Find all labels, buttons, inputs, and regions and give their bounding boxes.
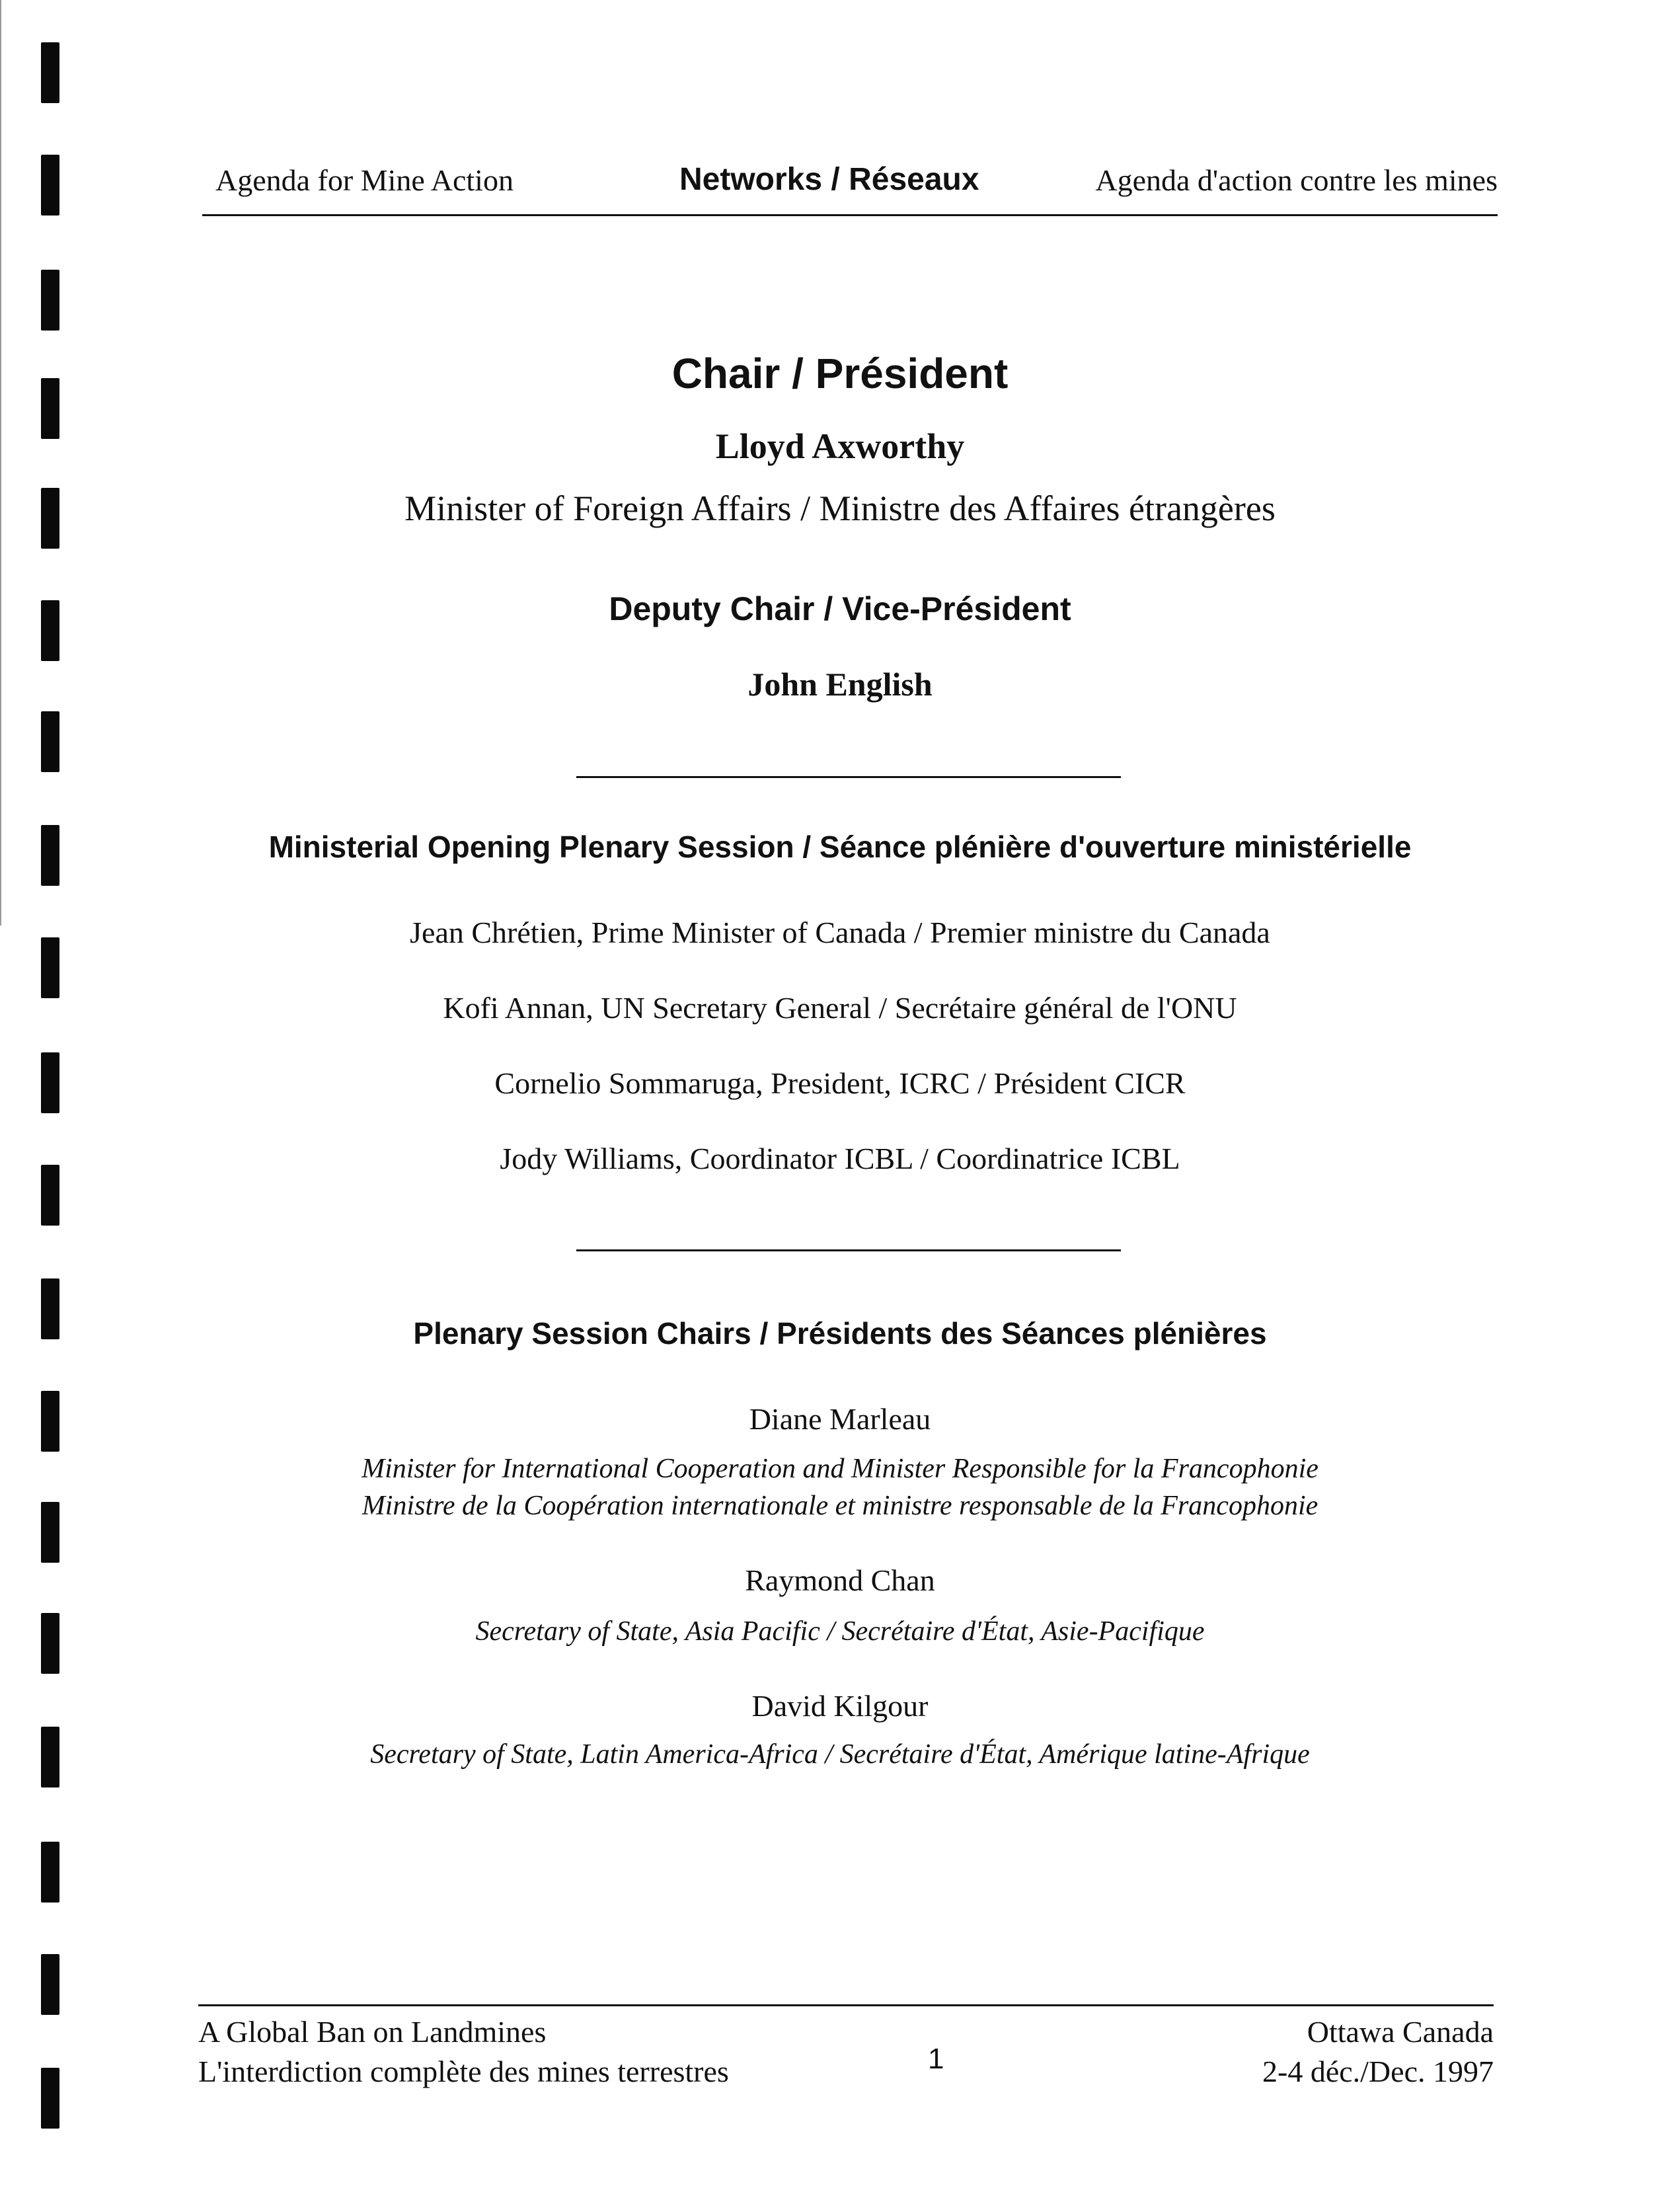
header-rule — [202, 214, 1498, 216]
plenary-chair-name: Diane Marleau — [749, 1402, 931, 1436]
chair-heading: Chair / Président — [671, 350, 1009, 397]
footer-left-line: A Global Ban on Landmines — [198, 2015, 547, 2049]
plenary-chair-role: Minister for International Cooperation and Minister Responsible for la Francophonie — [362, 1454, 1318, 1484]
page-number: 1 — [928, 2043, 944, 2075]
footer-left-line: L'interdiction complète des mines terrestres — [198, 2055, 729, 2088]
section-divider — [576, 1249, 1121, 1251]
binding-mark — [41, 2068, 59, 2129]
chair-title: Minister of Foreign Affairs / Ministre des Affaires étrangères — [404, 489, 1276, 528]
section-divider — [576, 776, 1121, 778]
header-right-text: Agenda d'action contre les mines — [1095, 163, 1498, 197]
plenary-chairs-heading: Plenary Session Chairs / Présidents des Séances plénières — [413, 1316, 1267, 1351]
footer-right-line: Ottawa Canada — [1307, 2015, 1494, 2049]
plenary-chair-role: Ministre de la Coopération internationale et ministre responsable de la Francophonie — [362, 1491, 1318, 1521]
binding-mark — [41, 711, 59, 772]
binding-mark — [41, 1954, 59, 2015]
opening-speaker: Kofi Annan, UN Secretary General / Secrétaire général de l'ONU — [443, 991, 1237, 1025]
plenary-chair-role: Secretary of State, Asia Pacific / Secrétaire d'État, Asie-Pacifique — [475, 1616, 1205, 1647]
header-left-text: Agenda for Mine Action — [215, 163, 514, 197]
opening-speaker: Jody Williams, Coordinator ICBL / Coordinatrice ICBL — [500, 1142, 1180, 1175]
binding-mark — [41, 42, 59, 103]
opening-speaker: Jean Chrétien, Prime Minister of Canada / Premier ministre du Canada — [410, 916, 1270, 949]
binding-mark — [41, 1842, 59, 1903]
opening-session-heading: Ministerial Opening Plenary Session / Séance plénière d'ouverture ministérielle — [268, 830, 1412, 864]
opening-speaker: Cornelio Sommaruga, President, ICRC / Président CICR — [494, 1066, 1186, 1100]
plenary-chair-role: Secretary of State, Latin America-Africa / Secrétaire d'État, Amérique latine-Afrique — [370, 1739, 1310, 1770]
running-header — [202, 159, 1498, 198]
deputy-chair-heading: Deputy Chair / Vice-Président — [609, 590, 1071, 627]
footer-rule — [198, 2004, 1494, 2006]
header-center-title: Networks / Réseaux — [679, 162, 979, 197]
footer-left — [198, 2012, 729, 2092]
binding-mark — [41, 270, 59, 331]
plenary-chair-name: David Kilgour — [751, 1689, 929, 1723]
binding-mark — [41, 155, 59, 216]
chair-name: Lloyd Axworthy — [715, 426, 965, 466]
footer-right — [1262, 2012, 1494, 2092]
footer-right-line: 2-4 déc./Dec. 1997 — [1262, 2055, 1494, 2088]
deputy-chair-name: John English — [747, 666, 933, 703]
plenary-chair-name: Raymond Chan — [745, 1563, 935, 1597]
